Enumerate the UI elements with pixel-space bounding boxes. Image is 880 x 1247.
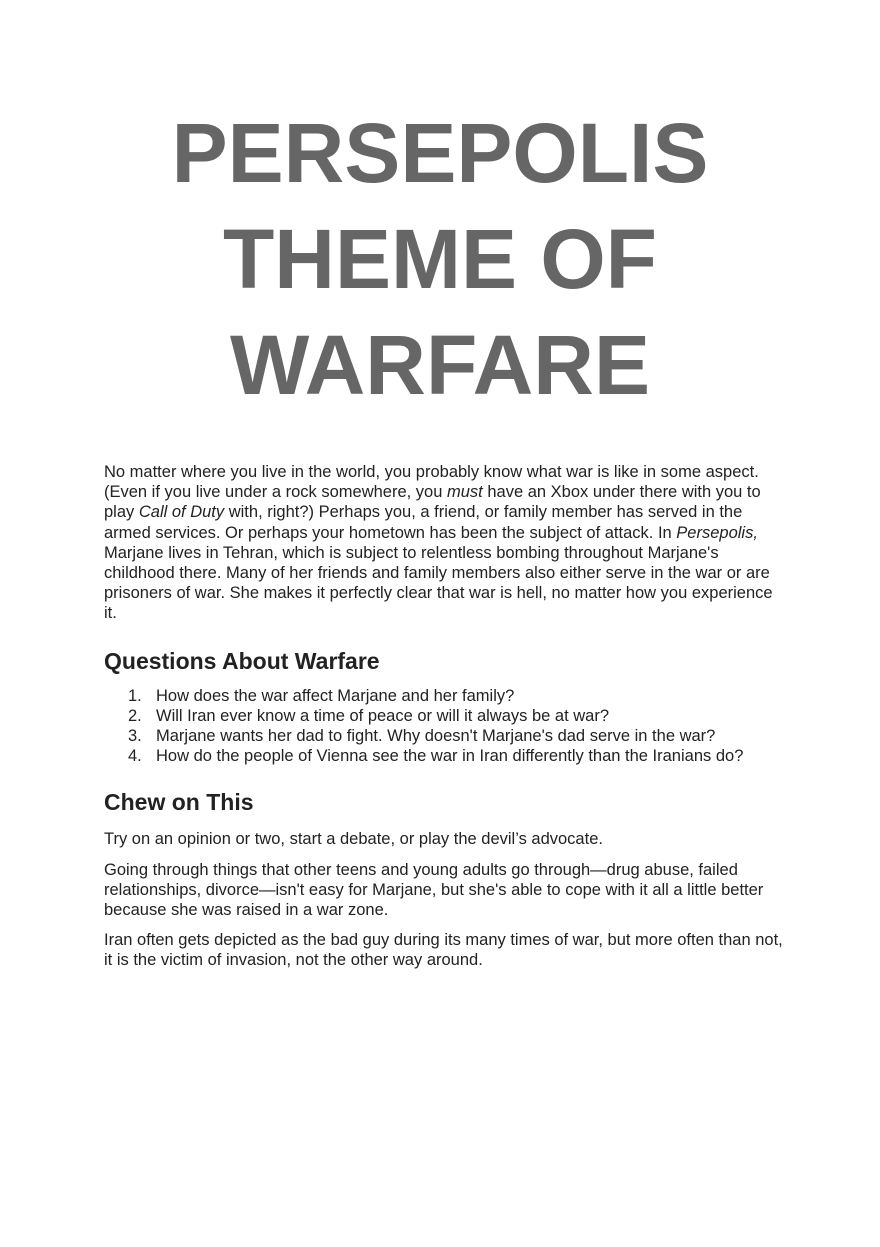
list-item (104, 746, 784, 766)
chew-paragraph-2: Going through things that other teens and young adults go through—drug abuse, failed relationships, divorce—isn't easy for Marjane, but she's able to cope with it all a little better because she was raised in a war zone. (104, 860, 764, 920)
intro-emphasis-must: must (447, 483, 483, 502)
chew-paragraph-1: Try on an opinion or two, start a debate, or play the devil’s advocate. (104, 830, 603, 849)
title-line-3: WARFARE (230, 318, 650, 412)
intro-emphasis-call-of-duty: Call of Duty (138, 503, 225, 522)
list-item (104, 726, 784, 746)
chew-on-this-heading: Chew on This (104, 789, 254, 816)
list-item-number: 1. (128, 686, 142, 705)
list-item-number: 2. (128, 706, 142, 725)
list-item-text: Marjane wants her dad to fight. Why doesn't Marjane's dad serve in the war? (156, 727, 716, 746)
list-item (104, 706, 784, 726)
document-body (104, 462, 784, 971)
list-item-number: 3. (128, 727, 142, 746)
intro-paragraph (104, 462, 784, 624)
list-item-text: How does the war affect Marjane and her family? (156, 686, 515, 705)
intro-text-1: No matter where you live in the world, you probably know what war is like in some aspect. (Even if you live under a rock somewhere, you (104, 463, 759, 502)
intro-emphasis-persepolis: Persepolis, (676, 523, 758, 542)
title-line-2: THEME OF (223, 212, 657, 306)
page-title (0, 100, 880, 418)
chew-paragraph-3: Iran often gets depicted as the bad guy during its many times of war, but more often than not, it is the victim of invasion, not the other way around. (104, 931, 783, 970)
list-item-number: 4. (128, 747, 142, 766)
list-item-text: Will Iran ever know a time of peace or will it always be at war? (156, 706, 610, 725)
list-item-text: How do the people of Vienna see the war in Iran differently than the Iranians do? (156, 747, 744, 766)
intro-text-4: Marjane lives in Tehran, which is subject to relentless bombing throughout Marjane's childhood there. Many of her friends and family members also either serve in the war or are prisoners of war. She makes it perfectly clear that war is hell, no matter how you experience it. (104, 543, 773, 623)
intro-text-2: have an Xbox under there with you to play (104, 483, 761, 522)
intro-text-3: with, right?) Perhaps you, a friend, or family member has served in the armed services. Or perhaps your hometown has been the subject of attack. In (104, 503, 743, 542)
title-line-1: PERSEPOLIS (171, 106, 709, 200)
questions-list (104, 686, 784, 767)
list-item (104, 686, 784, 706)
questions-heading: Questions About Warfare (104, 647, 380, 674)
